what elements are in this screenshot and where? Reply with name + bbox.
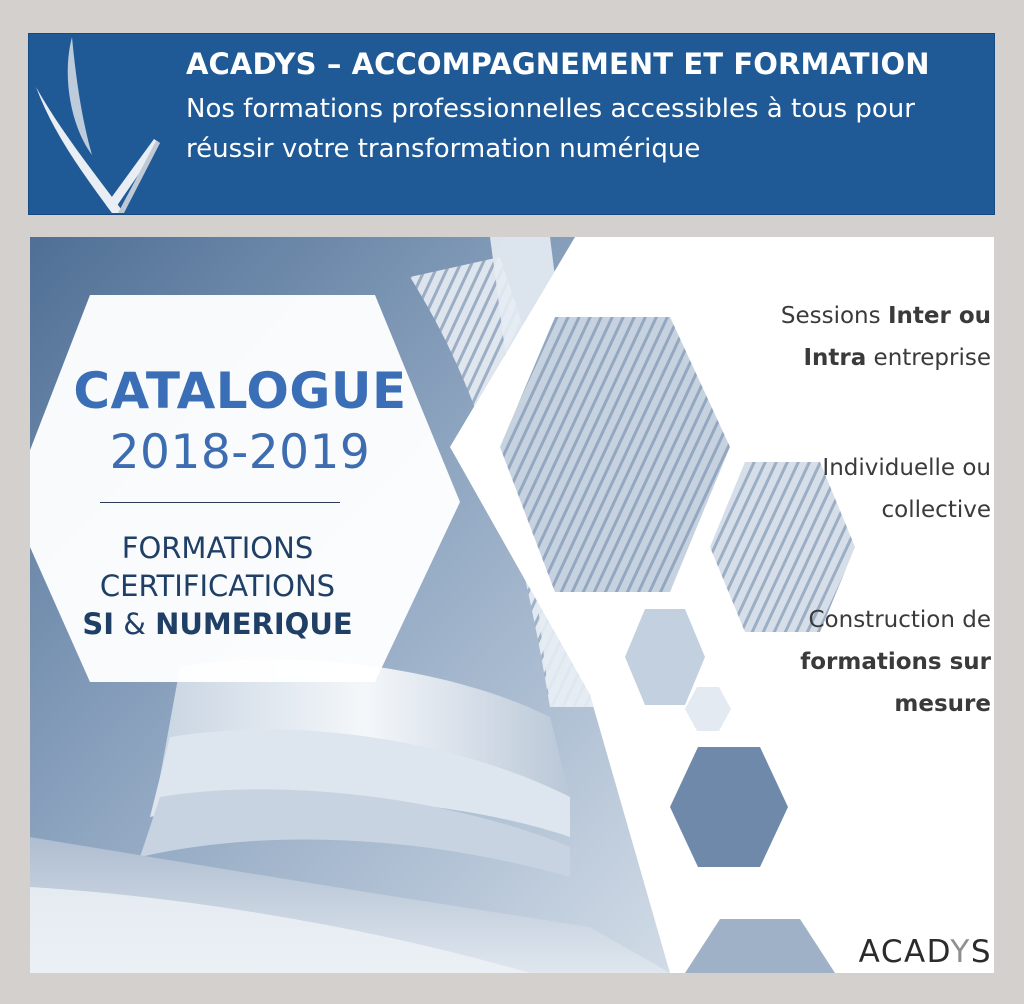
feature-sessions-post: entreprise <box>866 345 991 371</box>
acadys-logo <box>859 934 992 970</box>
feature-construction-pre: Construction de <box>808 607 991 633</box>
banner-subtitle: Nos formations professionnelles accessibles à tous pour réussir votre transformation numérique <box>186 94 915 164</box>
brand-accent: Y <box>950 934 971 970</box>
catalogue-title: CATALOGUE <box>73 362 407 420</box>
logo-v-mark-icon <box>32 35 172 215</box>
header-banner <box>28 33 995 215</box>
topic-certifications: CERTIFICATIONS <box>99 569 336 603</box>
catalogue-years: 2018-2019 <box>109 425 371 480</box>
feature-sessions-bold: Inter ou Intra <box>803 303 991 371</box>
topic-amp: & <box>114 607 156 641</box>
features-list <box>731 295 991 725</box>
feature-individuelle <box>731 447 991 531</box>
topic-si-numerique <box>30 605 405 643</box>
banner-title: ACADYS – ACCOMPAGNEMENT ET FORMATION <box>186 47 930 81</box>
brand-prefix: ACAD <box>858 934 951 970</box>
feature-sessions <box>731 295 991 379</box>
topic-formations: FORMATIONS <box>121 531 314 565</box>
divider <box>100 502 340 503</box>
feature-individuelle-text: Individuelle ou collective <box>822 455 991 523</box>
catalogue-panel <box>30 237 994 973</box>
catalogue-topics <box>30 529 405 643</box>
brand-suffix: S <box>970 934 992 970</box>
topic-si: SI <box>82 607 114 641</box>
feature-construction <box>731 599 991 725</box>
feature-construction-bold: formations sur mesure <box>800 649 991 717</box>
feature-sessions-pre: Sessions <box>780 303 888 329</box>
topic-numerique: NUMERIQUE <box>155 607 353 641</box>
